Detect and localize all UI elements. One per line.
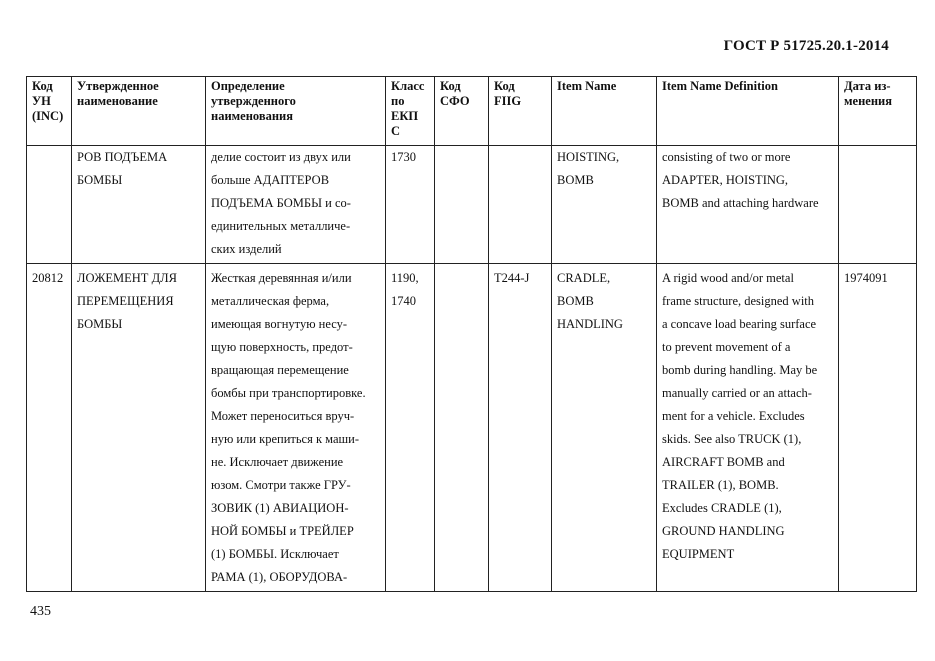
col-header-fiig: Код FIIG (489, 77, 552, 146)
col-header-item-definition: Item Name Definition (657, 77, 839, 146)
cell-class: 1730 (386, 146, 435, 264)
cell-item-definition: consisting of two or more ADAPTER, HOISTING, BOMB and attaching hardware (657, 146, 839, 264)
cell-item-name: CRADLE, BOMB HANDLING (552, 264, 657, 592)
col-header-class: Класс по ЕКП С (386, 77, 435, 146)
cell-change-date (839, 146, 917, 264)
col-header-inc: Код УН (INC) (27, 77, 72, 146)
table-row (27, 146, 917, 264)
col-header-change-date: Дата из- менения (839, 77, 917, 146)
cell-item-name: HOISTING, BOMB (552, 146, 657, 264)
cell-definition: делие состоит из двух или больше АДАПТЕРОВ ПОДЪЕМА БОМБЫ и со- единительных металличе- ских изделий (206, 146, 386, 264)
cell-fiig (489, 146, 552, 264)
page-number: 435 (30, 604, 51, 619)
document-standard-header: ГОСТ Р 51725.20.1-2014 (723, 38, 889, 54)
cell-class: 1190, 1740 (386, 264, 435, 592)
col-header-approved-name: Утвержденное наименование (72, 77, 206, 146)
cell-change-date: 1974091 (839, 264, 917, 592)
cell-sfo (435, 146, 489, 264)
cell-approved-name: РОВ ПОДЪЕМА БОМБЫ (72, 146, 206, 264)
cell-inc (27, 146, 72, 264)
cell-definition: Жесткая деревянная и/или металлическая ферма, имеющая вогнутую несу- щую поверхность, предот- вращающая перемещение бомбы при транспортировке. Может переноситься вруч- ную или крепиться к маши- не. Исключает движение юзом. Смотри также ГРУ- ЗОВИК (1) АВИАЦИОН- НОЙ БОМБЫ и ТРЕЙЛЕР (1) БОМБЫ. Исключает РАМА (1), ОБОРУДОВА- (206, 264, 386, 592)
table-header-row (27, 77, 917, 146)
table-row (27, 264, 917, 592)
cell-approved-name: ЛОЖЕМЕНТ ДЛЯ ПЕРЕМЕЩЕНИЯ БОМБЫ (72, 264, 206, 592)
col-header-item-name: Item Name (552, 77, 657, 146)
cell-item-definition: A rigid wood and/or metal frame structure, designed with a concave load bearing surface to prevent movement of a bomb during handling. May be manually carried or an attach- ment for a vehicle. Excludes skids. See also TRUCK (1), AIRCRAFT BOMB and TRAILER (1), BOMB. Excludes CRADLE (1), GROUND HANDLING EQUIPMENT (657, 264, 839, 592)
col-header-definition: Определение утвержденного наименования (206, 77, 386, 146)
col-header-sfo: Код СФО (435, 77, 489, 146)
cell-inc: 20812 (27, 264, 72, 592)
cell-fiig: T244-J (489, 264, 552, 592)
nomenclature-table (26, 76, 917, 592)
cell-sfo (435, 264, 489, 592)
